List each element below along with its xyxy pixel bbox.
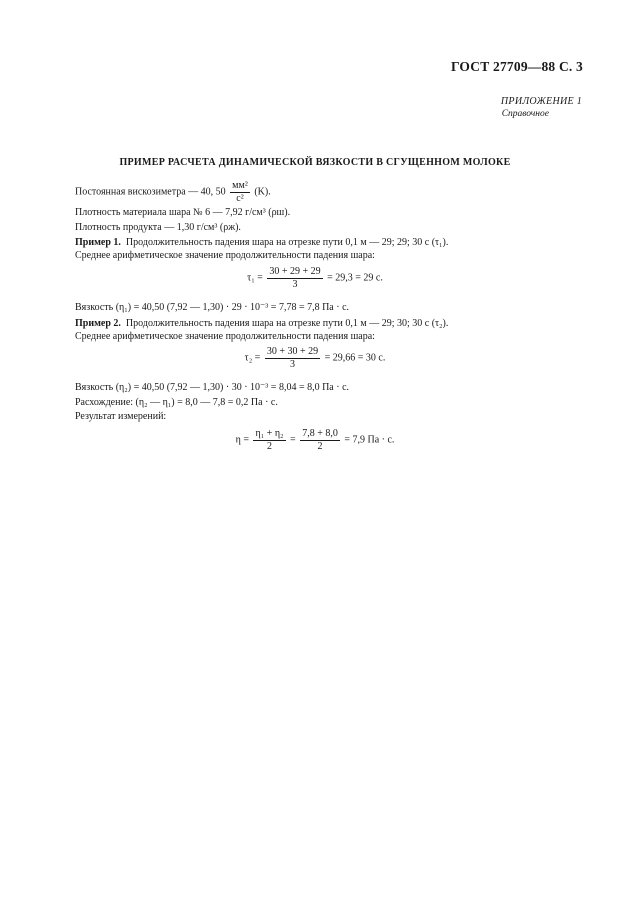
document-header: ГОСТ 27709—88 С. 3 xyxy=(450,59,583,74)
example1-viscosity: Вязкость (η₁) = 40,50 (7,92 — 1,30) · 29 · 10⁻³ = 7,78 = 7,8 Па · с. xyxy=(75,302,350,313)
formula-fraction xyxy=(267,266,322,290)
example1-text: Продолжительность падения шара на отрезке пути 0,1 м — 29; 29; 30 с (τ₁). xyxy=(125,237,449,248)
example2-mean-text: Среднее арифметическое значение продолжительности падения шара: xyxy=(75,331,375,342)
fraction-numerator: 30 + 30 + 29 xyxy=(266,346,319,357)
result-rhs: = 7,9 Па · с. xyxy=(344,434,395,446)
result-equals: = xyxy=(290,434,296,446)
product-density: Плотность продукта — 1,30 г/см³ (ρж). xyxy=(75,222,241,233)
viscometer-prefix: Постоянная вискозиметра — 40, 50 xyxy=(75,186,226,198)
viscometer-constant xyxy=(75,180,271,204)
result-label: Результат измерений: xyxy=(75,411,167,422)
formula-lhs: τ₁ = xyxy=(247,272,263,284)
formula-lhs: τ₂ = xyxy=(244,352,261,364)
formula-rhs: = 29,3 = 29 с. xyxy=(327,272,383,284)
discrepancy: Расхождение: (η₂ — η₁) = 8,0 — 7,8 = 0,2 Па · с. xyxy=(75,397,278,408)
fraction-numerator: η₁ + η₂ xyxy=(255,428,284,439)
result-fraction-1 xyxy=(253,428,285,452)
example1-mean-text: Среднее арифметическое значение продолжительности падения шара: xyxy=(75,250,375,261)
formula-fraction xyxy=(265,346,320,370)
result-fraction-2 xyxy=(300,428,340,452)
result-lhs: η = xyxy=(235,434,249,446)
fraction-numerator: 7,8 + 8,0 xyxy=(302,428,338,439)
fraction-numerator: мм² xyxy=(232,180,248,191)
viscometer-unit-fraction xyxy=(230,180,250,204)
fraction-denominator: 3 xyxy=(289,358,295,370)
result-formula xyxy=(0,428,630,452)
fraction-denominator: 2 xyxy=(267,440,272,452)
example1-formula xyxy=(0,266,630,290)
example2-label: Пример 2. xyxy=(75,318,121,329)
appendix-label: ПРИЛОЖЕНИЕ 1 xyxy=(500,96,582,107)
example2-text: Продолжительность падения шара на отрезке пути 0,1 м — 29; 30; 30 с (τ₂). xyxy=(125,318,449,329)
formula-rhs: = 29,66 = 30 с. xyxy=(324,352,386,364)
appendix-type: Справочное xyxy=(501,109,549,119)
example2-viscosity: Вязкость (η₂) = 40,50 (7,92 — 1,30) · 30 · 10⁻³ = 8,04 = 8,0 Па · с. xyxy=(75,382,350,393)
fraction-denominator: 2 xyxy=(317,440,323,452)
viscometer-suffix: (K). xyxy=(254,186,271,198)
fraction-denominator: с² xyxy=(236,192,244,204)
ball-density: Плотность материала шара № 6 — 7,92 г/см³ (ρш). xyxy=(75,207,291,218)
fraction-numerator: 30 + 29 + 29 xyxy=(269,266,321,277)
example1-label: Пример 1. xyxy=(75,237,121,248)
example2-line xyxy=(75,318,448,330)
example1-line xyxy=(75,237,448,249)
page-title: ПРИМЕР РАСЧЕТА ДИНАМИЧЕСКОЙ ВЯЗКОСТИ В СГУЩЕННОМ МОЛОКЕ xyxy=(119,157,511,168)
fraction-denominator: 3 xyxy=(292,278,298,290)
example2-formula xyxy=(0,346,630,370)
